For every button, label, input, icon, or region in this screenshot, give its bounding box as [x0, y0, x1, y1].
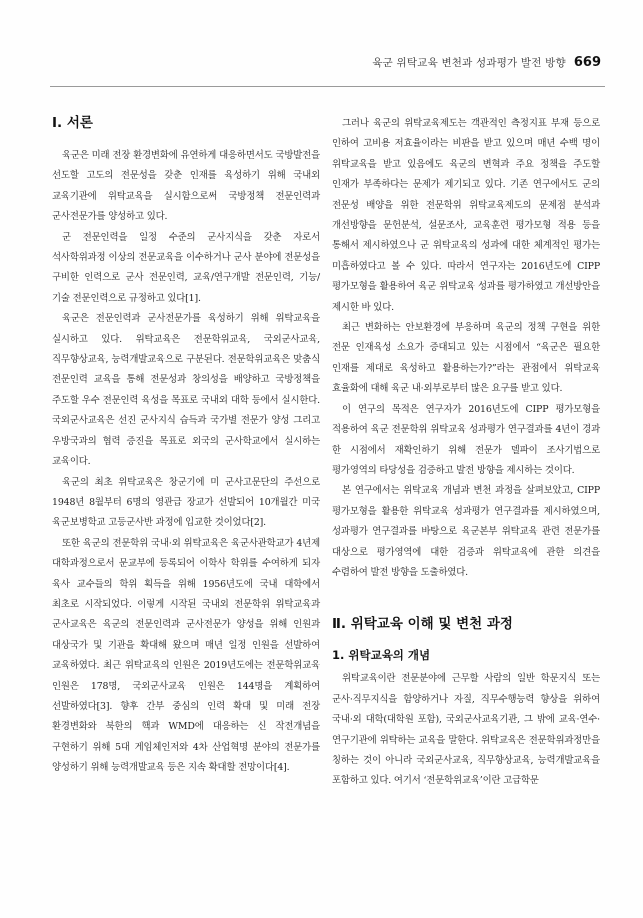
subsection-heading-concept: 1. 위탁교육의 개념 [332, 648, 431, 663]
section-spacer [332, 583, 600, 615]
paragraph: 육군은 전문인력과 군사전문가를 육성하기 위해 위탁교육을 실시하고 있다. 위탁교육은 전문학위교육, 국외군사교육, 직무향상교육, 능력개발교육으로 구분된다. 전문학위교육은 맞춤식 전문인력 교육을 통해 전문성과 창의성을 배양하고 국방정책을 주도할 우수 전문인력 육성을 목표로 국내외 대학 등에서 실시한다. 국외군사교육은 선진 군사지식 습득과 국가별 전문가 양성 그리고 우방국과의 협력 증진을 목표로 외국의 군사학교에서 실시하는 교육이다. [52, 313, 320, 468]
running-header-title: 육군 위탁교육 변천과 성과평가 발전 방향 [372, 57, 566, 69]
section-heading-introduction: Ⅰ. 서론 [52, 115, 93, 131]
paragraph: 군 전문인력을 일정 수준의 군사지식을 갖춘 자로서 석사학위과정 이상의 전문교육을 이수하거나 군사 분야에 전문성을 구비한 인력으로 군사 전문인력, 교육/연구개발 전문인력, 기능/기술 전문인력으로 규정하고 있다[1]. [52, 231, 320, 304]
paragraph: 이 연구의 목적은 연구자가 2016년도에 CIPP 평가모형을 적용하여 육군 전문학위 위탁교육 성과평가 연구결과를 4년이 경과 한 시점에서 재확인하기 위해 전문가 델파이 조사기법으로 평가영역의 타당성을 검증하고 발전 방향을 제시하는 것이다. [332, 403, 600, 476]
section-heading-consignment-education: Ⅱ. 위탁교육 이해 및 변천 과정 [332, 616, 513, 633]
paragraph: 본 연구에서는 위탁교육 개념과 변천 과정을 살펴보았고, CIPP 평가모형을 활용한 위탁교육 성과평가 연구결과를 제시하였으며, 성과평가 연구결과를 바탕으로 육군본부 위탁교육 관련 전문가를 대상으로 평가영역에 대한 검증과 위탁교육에 관한 의견을 수렴하여 발전 방향을 도출하였다. [332, 485, 600, 578]
paragraph: 위탁교육이란 전문분야에 근무할 사람의 일반 학문지식 또는 군사·직무지식을 함양하거나 자질, 직무수행능력 향상을 위하여 국내·외 대학(대학원 포함), 국외군사교육기관, 그 밖에 교육·연수·연구기관에 위탁하는 교육을 말한다. 위탁교육은 전문학위과정만을 칭하는 것이 아니라 국외군사교육, 직무향상교육, 능력개발교육을 포함하고 있다. 여기서 ‘전문학위교육’이란 고급학문 [332, 673, 600, 787]
paragraph: 최근 변화하는 안보환경에 부응하며 육군의 정책 구현을 위한 전문 인재육성 소요가 증대되고 있는 시점에서 “육군은 필요한 인재를 제대로 육성하고 활용하는가?”라는 관점에서 위탁교육 효율화에 대해 육군 내·외부로부터 많은 요구를 받고 있다. [332, 322, 600, 395]
running-header [372, 44, 601, 70]
right-column [332, 114, 600, 792]
left-column [52, 114, 320, 779]
paragraph: 육군은 미래 전장 환경변화에 유연하게 대응하면서도 국방발전을 선도할 고도의 전문성을 갖춘 인재를 육성하기 위해 국내외 교육기관에 위탁교육을 실시함으로써 국방정책 전문인력과 군사전문가를 양성하고 있다. [52, 150, 320, 223]
paragraph: 그러나 육군의 위탁교육제도는 객관적인 측정지표 부재 등으로 인하여 고비용 저효율이라는 비판을 받고 있으며 매년 수백 명이 위탁교육을 받고 있음에도 육군의 변혁과 주요 정책을 주도할 인재가 부족하다는 문제가 제기되고 있다. 기존 연구에서도 군의 전문성 배양을 위한 전문학위 위탁교육제도의 문제점 분석과 개선방향을 문헌분석, 설문조사, 교육훈련 평가모형 적용 등을 통해서 제시하였으나 군 위탁교육의 성과에 대한 체계적인 평가는 미흡하였다고 볼 수 있다. 따라서 연구자는 2016년도에 CIPP 평가모형을 활용하여 육군 위탁교육 성과를 평가하였고 개선방안을 제시한 바 있다. [332, 118, 600, 313]
paragraph: 육군의 최초 위탁교육은 창군기에 미 군사고문단의 주선으로 1948년 8월부터 6명의 영관급 장교가 선발되어 10개월간 미국 육군보병학교 고등군사반 과정에 입교한 것이었다[2]. [52, 476, 320, 529]
header-divider [50, 86, 605, 87]
page-number: 669 [573, 55, 601, 70]
paragraph: 또한 육군의 전문학위 국내·외 위탁교육은 육군사관학교가 4년제 대학과정으로서 문교부에 등록되어 이학사 학위를 수여하게 되자 육사 교수들의 학위 획득을 위해 1956년도에 국내 대학에서 최초로 시작되었다. 이렇게 시작된 국내외 전문학위 위탁교육과 군사교육은 육군의 전문인력과 군사전문가 양성을 위해 인원과 대상국가 및 기관을 확대해 왔으며 매년 일정 인원을 선발하여 교육하였다. 최근 위탁교육의 인원은 2019년도에는 전문학위교육 인원은 178명, 국외군사교육 인원은 144명을 계획하여 선발하였다[3]. 향후 간부 중심의 인력 확대 및 미래 전장 환경변화와 북한의 핵과 WMD에 대응하는 신 작전개념을 구현하기 위해 5대 게임체인저와 4차 산업혁명 분야의 전문가를 양성하기 위해 능력개발교육 등은 지속 확대할 전망이다[4]. [52, 537, 320, 774]
